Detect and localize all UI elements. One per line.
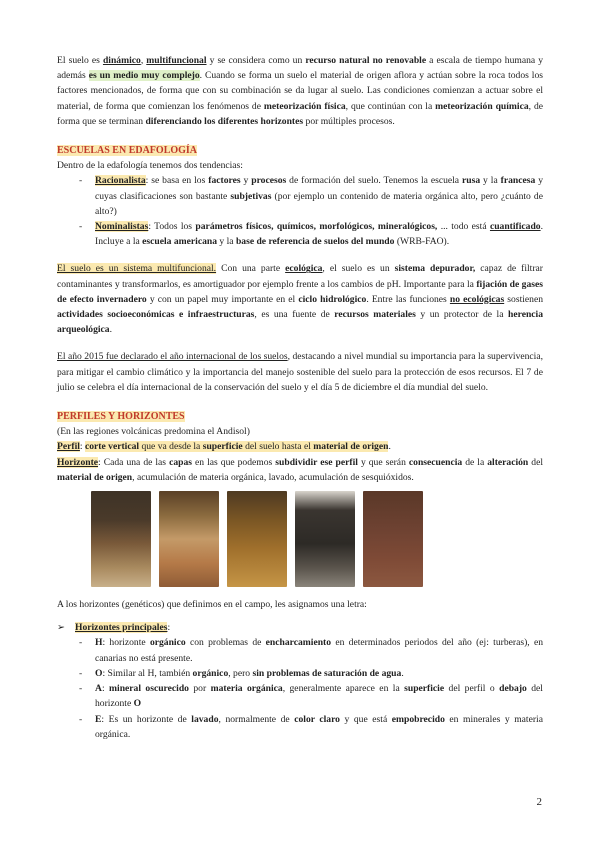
term: ciclo hidrológico (298, 293, 367, 305)
term: superficie (202, 441, 243, 453)
text: , de forma que se terminan (57, 100, 544, 127)
term: encharcamiento (265, 637, 332, 649)
term: herencia arqueológica (57, 309, 544, 336)
paragraph: A los horizontes (genéticos) que definimos en el campo, les asignamos una letra: (57, 599, 367, 611)
text: y la (217, 236, 236, 248)
text: y (240, 175, 252, 187)
underlined-text: El año 2015 fue declarado el año internacional de los suelos (57, 351, 288, 363)
term: superficie (404, 683, 445, 695)
text: con problemas de (185, 637, 266, 649)
list-item (57, 173, 543, 219)
text: por (188, 683, 211, 695)
term: subdividir ese perfil (275, 456, 358, 468)
text: y se considera como un (206, 55, 306, 66)
text: (por ejemplo un contenido de materia orgánica alto, pero ¿cuánto de alto?) (95, 190, 543, 217)
term: base de referencia de suelos del mundo (235, 236, 395, 248)
term: Horizonte (57, 456, 99, 468)
term: sin problemas de saturación de agua (252, 667, 402, 679)
text: , destacando a nivel mundial su importancia para la supervivencia, para mitigar el cambio climático y la importancia del manejo sostenible del suelo para la protección de esos recursos. El 7 de julio se celebra el día internacional de la conservación del suelo y el día 5 de diciembre el día mundial del suelo. (57, 351, 543, 393)
text: : Cada una de las (98, 456, 170, 468)
term: E (95, 713, 102, 725)
list-item (57, 681, 543, 711)
term: no ecológicas (449, 293, 505, 305)
text: del suelo hasta el (242, 441, 314, 453)
text: : (79, 441, 85, 453)
term: orgánico (149, 637, 186, 649)
perfil-definition (57, 439, 543, 454)
soil-photo (159, 491, 219, 587)
text: y que serán (357, 456, 409, 468)
text: en determinados periodos del año (ej: turberas), en canarias no está presente. (95, 637, 543, 664)
intro-paragraph (57, 53, 543, 129)
term: recursos materiales (334, 309, 416, 321)
text: . Cuando se forma un suelo el material de origen aflora y actúan sobre la roca todos los factores mencionados, de forma que con su combinación se da lugar al suelo. Las condiciones comienzan a actuar sobre el material, de forma que comienzan los fenómenos de (57, 70, 543, 112)
paragraph: Dentro de la edafología tenemos dos tendencias: (57, 160, 243, 172)
term: dinámico (102, 55, 141, 66)
text: que va desde la (139, 441, 203, 453)
text: en las que podemos (192, 456, 276, 468)
term: debajo (499, 683, 527, 695)
soil-photo (91, 491, 151, 587)
text: . (401, 667, 404, 679)
text: y con un papel muy importante en el (146, 293, 299, 305)
term: actividades socioeconómicas e infraestructuras (57, 309, 255, 321)
text: , normalmente de (218, 713, 295, 725)
term: diferenciando los diferentes horizontes (145, 115, 304, 127)
term: sistema depurador, (394, 263, 476, 275)
horizonte-definition (57, 455, 543, 485)
term: rusa (462, 175, 481, 187)
text: sostienen (504, 293, 544, 305)
term: cuantificado (489, 221, 541, 233)
term: escuela americana (142, 236, 218, 248)
term: H (95, 637, 103, 649)
page-content (57, 53, 543, 742)
term: orgánico (192, 667, 229, 679)
soil-profile-photos (91, 491, 543, 587)
text: : Todos los (148, 221, 196, 233)
text: del perfil o (444, 683, 500, 695)
term: recurso natural no renovable (305, 55, 427, 66)
text: . (388, 441, 391, 453)
principal-horizons-item (57, 620, 543, 635)
term: francesa (500, 175, 536, 187)
term: mineral oscurecido (109, 683, 189, 695)
text: capaz de filtrar contaminantes y transformarlos, es amortiguador por ejemplo frente a los cambios de pH. Importante para la (57, 263, 543, 290)
list-item (57, 712, 543, 742)
term: meteorización química (435, 100, 529, 112)
term: fijación de gases de efecto invernadero (57, 278, 543, 305)
text: y que está (339, 713, 392, 725)
text: , (140, 55, 147, 66)
text: : Es un horizonte de (101, 713, 192, 725)
term: color claro (294, 713, 340, 725)
term: material de origen (313, 441, 389, 453)
text: ... todo está (437, 221, 490, 233)
text: de formación del suelo. Tenemos la escuela (286, 175, 462, 187)
text: : horizonte (102, 637, 150, 649)
text: a escala de tiempo humana y además (57, 55, 544, 82)
term: Horizontes principales (75, 622, 168, 634)
list-item (57, 219, 543, 249)
text: (WRB-FAO). (394, 236, 450, 248)
soil-photo (295, 491, 355, 587)
highlighted-term: es un medio muy complejo (88, 70, 200, 82)
multifunctional-paragraph (57, 261, 543, 337)
text: , generalmente aparece en la (282, 683, 405, 695)
term: lavado (191, 713, 219, 725)
paragraph: (En las regiones volcánicas predomina el Andisol) (57, 426, 250, 438)
page-number: 2 (536, 796, 542, 808)
text: : se basa en los (145, 175, 209, 187)
text: , acumulación de materia orgánica, lavado, acumulación de sesquióxidos. (132, 471, 414, 483)
text: : (101, 683, 110, 695)
term: Perfil (57, 441, 80, 453)
soil-photo (227, 491, 287, 587)
text: y cuyas clasificaciones son bastante (95, 175, 544, 202)
term: subjetivas (230, 190, 272, 202)
text: : Similar al H, también (102, 667, 193, 679)
term: alteración (487, 456, 529, 468)
term: O (95, 667, 103, 679)
term: O (133, 698, 142, 710)
term: meteorización física (263, 100, 346, 112)
section-heading-escuelas (57, 143, 543, 158)
text: , es una fuente de (254, 309, 335, 321)
text: y la (480, 175, 501, 187)
arrow-bullet-icon: ➢ (57, 622, 66, 634)
horizons-list (57, 635, 543, 741)
text: del (528, 456, 544, 468)
year-paragraph (57, 349, 543, 395)
text: , pero (228, 667, 253, 679)
text: del horizonte (95, 683, 543, 710)
term: consecuencia (408, 456, 463, 468)
text: y un protector de la (415, 309, 509, 321)
term: multifuncional (146, 55, 207, 66)
text: en minerales y materia orgánica. (95, 713, 543, 740)
text: . Entre las funciones (366, 293, 450, 305)
term: materia orgánica (210, 683, 283, 695)
term: corte vertical (84, 441, 140, 453)
text: , el suelo es un (322, 263, 395, 275)
soil-photo (363, 491, 423, 587)
list-item (57, 635, 543, 665)
term: material de origen (57, 471, 133, 483)
highlighted-text: El suelo es un sistema multifuncional. (57, 263, 217, 275)
text: : (167, 622, 171, 634)
section-heading-perfiles (57, 409, 543, 424)
list-item (57, 666, 543, 681)
term: Nominalistas (95, 221, 149, 233)
heading-text: ESCUELAS EN EDAFOLOGÍA (57, 145, 198, 157)
term: factores (208, 175, 241, 187)
term: Racionalista (95, 175, 146, 187)
text: de la (462, 456, 488, 468)
text: , que continúan con la (345, 100, 436, 112)
term: procesos (251, 175, 287, 187)
term: empobrecido (391, 713, 445, 725)
heading-text: PERFILES Y HORIZONTES (57, 411, 185, 423)
term: ecológica (285, 263, 323, 275)
tendencies-list (57, 173, 543, 249)
term: parámetros físicos, químicos, morfológicos, mineralógicos, (195, 221, 438, 233)
text: El suelo es (57, 55, 103, 66)
term: A (95, 683, 102, 695)
text: por múltiples procesos. (303, 115, 395, 127)
text: . (109, 324, 112, 336)
text: Con una parte (216, 263, 286, 275)
text: . Incluye a la (95, 221, 543, 248)
term: capas (169, 456, 192, 468)
